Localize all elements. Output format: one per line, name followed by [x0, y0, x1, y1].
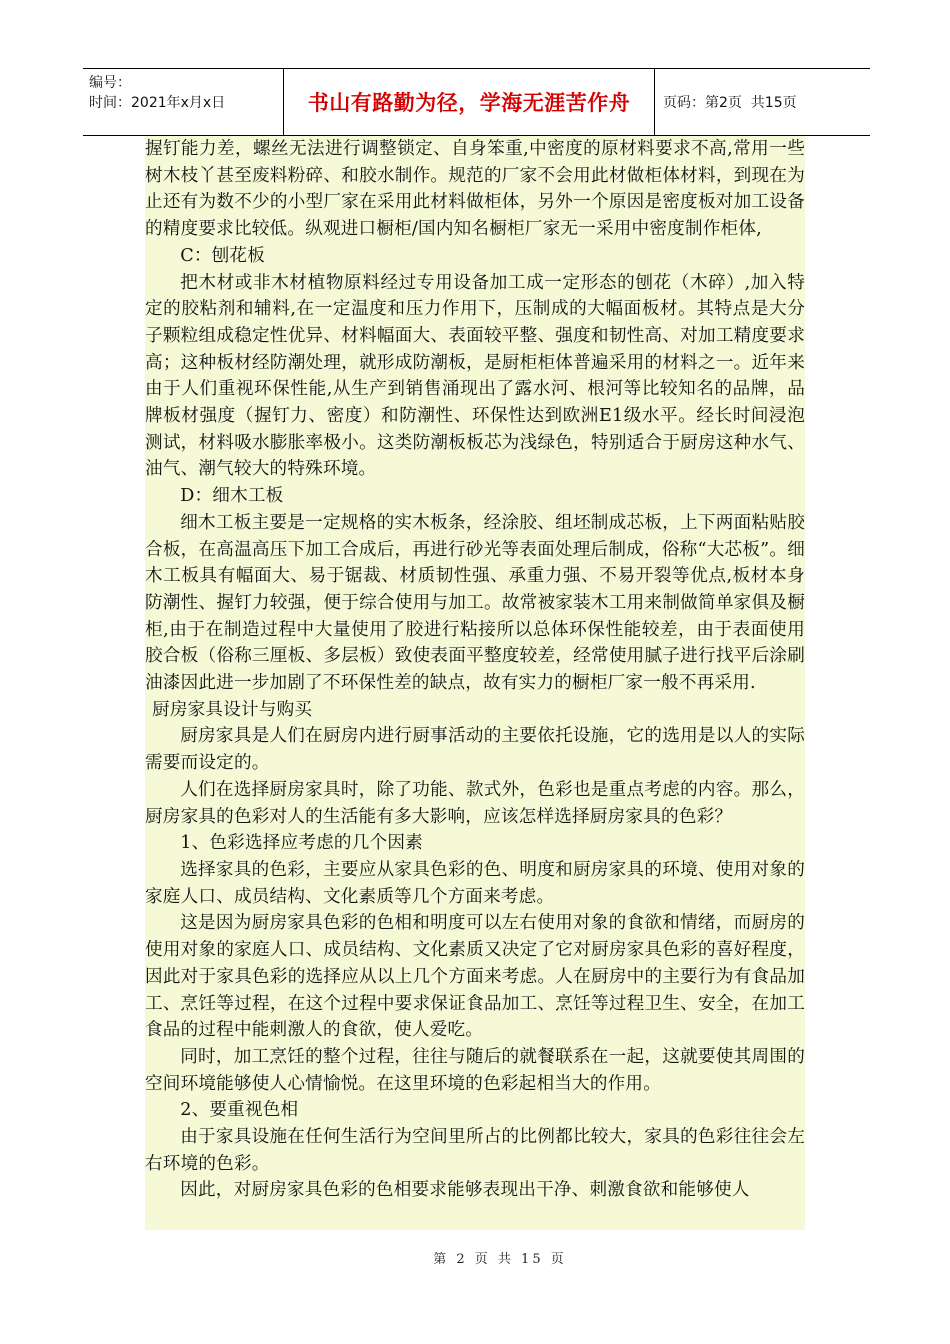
paragraph: 由于家具设施在任何生活行为空间里所占的比例都比较大，家具的色彩往往会左右环境的色彩。 — [145, 1127, 805, 1174]
paragraph: 把木材或非木材植物原料经过专用设备加工成一定形态的刨花（木碎）,加入特定的胶粘剂和辅料,在一定温度和压力作用下，压制成的大幅面板材。其特点是大分子颗粒组成稳定性优异、材料幅面大、表面较平整、强度和韧性高、对加工精度要求高；这种板材经防潮处理，就形成防潮板，是厨柜柜体普遍采用的材料之一。近年来由于人们重视环保性能,从生产到销售涌现出了露水河、根河等比较知名的品牌，品牌板材强度（握钉力、密度）和防潮性、环保性达到欧洲E1级水平。经长时间浸泡测试，材料吸水膨胀率极小。这类防潮板板芯为浅绿色，特别适合于厨房这种水气、油气、潮气较大的特殊环境。 — [145, 272, 805, 480]
page-footer: 第 2 页 共 15 页 — [433, 1252, 567, 1267]
paragraph: 细木工板主要是一定规格的实木板条，经涂胶、组坯制成芯板，上下两面粘贴胶合板，在高温高压下加工合成后，再进行砂光等表面处理后制成，俗称“大芯板”。细木工板具有幅面大、易于锯裁、材质韧性强、承重力强、不易开裂等优点,板材本身防潮性、握钉力较强，便于综合使用与加工。故常被家装木工用来制做简单家俱及橱柜,由于在制造过程中大量使用了胶进行粘接所以总体环保性能较差，由于表面使用胶合板（俗称三厘板、多层板）致使表面平整度较差，经常使用腻子进行找平后涂刷油漆因此进一步加剧了不环保性差的缺点，故有实力的橱柜厂家一般不再采用. — [145, 512, 805, 694]
header-motto: 书山有路勤为径，学海无涯苦作舟 — [284, 69, 655, 135]
paragraph: 因此，对厨房家具色彩的色相要求能够表现出干净、刺激食欲和能够使人 — [180, 1180, 750, 1201]
subsection-heading-2: 2、要重视色相 — [180, 1100, 299, 1121]
paragraph: 这是因为厨房家具色彩的色相和明度可以左右使用对象的食欲和情绪，而厨房的使用对象的家庭人口、成员结构、文化素质又决定了它对厨房家具色彩的喜好程度，因此对于家具色彩的选择应从以上几个方面来考虑。人在厨房中的主要行为有食品加工、烹饪等过程，在这个过程中要求保证食品加工、烹饪等过程卫生、安全，在加工食品的过程中能刺激人的食欲，使人爱吃。 — [145, 913, 805, 1041]
section-title: 厨房家具设计与购买 — [152, 699, 313, 720]
document-body — [145, 136, 805, 1230]
paragraph: 人们在选择厨房家具时，除了功能、款式外，色彩也是重点考虑的内容。那么，厨房家具的色彩对人的生活能有多大影响，应该怎样选择厨房家具的色彩？ — [145, 779, 805, 827]
paragraph: 厨房家具是人们在厨房内进行厨事活动的主要依托设施，它的选用是以人的实际需要而设定的。 — [145, 726, 805, 774]
document-number-label: 编号： — [89, 75, 131, 91]
paragraph: 握钉能力差，螺丝无法进行调整锁定、自身笨重,中密度的原材料要求不高,常用一些树木枝丫甚至废料粉碎、和胶水制作。规范的厂家不会用此材做柜体材料，到现在为止还有为数不少的小型厂家在采用此材料做柜体，另外一个原因是密度板对加工设备的精度要求比较低。纵观进口橱柜/国内知名橱柜厂家无一采用中密度制作柜体, — [145, 139, 805, 240]
paragraph: 同时，加工烹饪的整个过程，往往与随后的就餐联系在一起，这就要使其周围的空间环境能够使人心情愉悦。在这里环境的色彩起相当大的作用。 — [145, 1046, 805, 1094]
subsection-heading-1: 1、色彩选择应考虑的几个因素 — [180, 833, 423, 854]
section-heading-d: D：细木工板 — [180, 486, 284, 507]
header-page-info: 页码：第2页 共15页 — [663, 95, 797, 111]
paragraph: 选择家具的色彩，主要应从家具色彩的色、明度和厨房家具的环境、使用对象的家庭人口、成员结构、文化素质等几个方面来考虑。 — [145, 859, 805, 907]
document-time-label: 时间：2021年x月x日 — [89, 95, 226, 111]
page-header — [83, 68, 870, 136]
section-heading-c: C：刨花板 — [180, 245, 266, 266]
header-left-cell — [83, 69, 284, 135]
